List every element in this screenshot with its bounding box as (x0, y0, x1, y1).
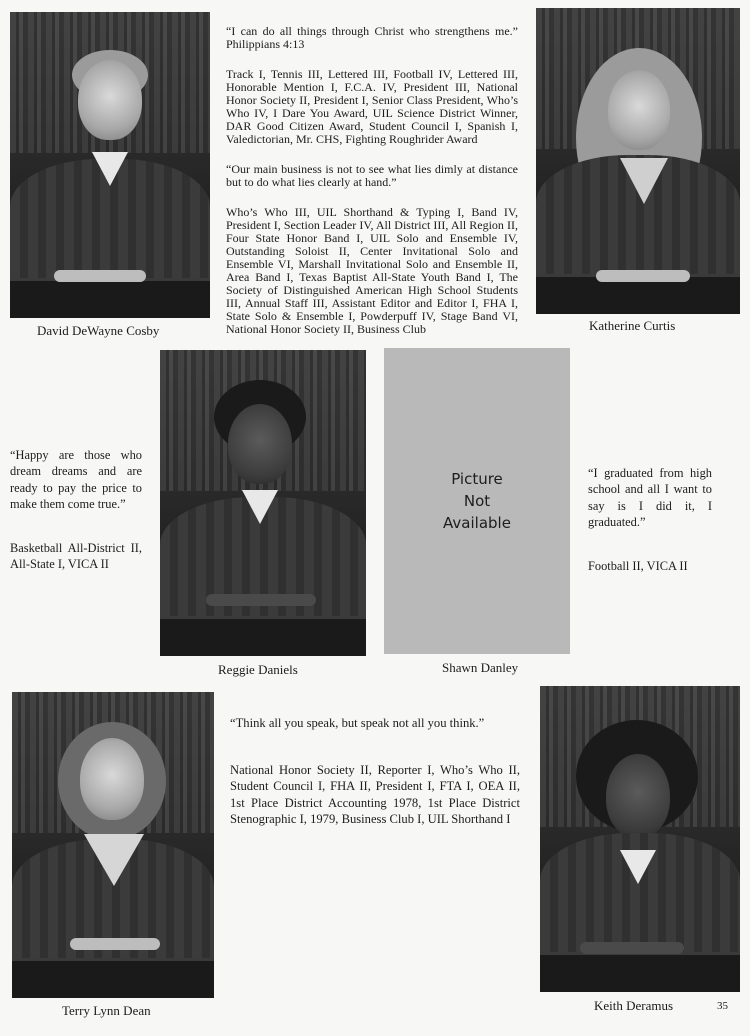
caption-name: Reggie Daniels (218, 662, 298, 677)
activities-text: Football II, VICA II (588, 558, 688, 573)
quote-text: “Our main business is not to see what lies dimly at distance but to do what lies clearly at hand.” (226, 162, 518, 189)
senior-text-column (588, 448, 712, 601)
quote-text: “Happy are those who dream dreams and are ready to pay the price to make them come true.” (10, 447, 142, 512)
activities-text: Basketball All-District II, All-State I, VICA II (10, 540, 142, 572)
activities-text: Who’s Who III, UIL Shorthand & Typing I, Band IV, President I, Section Leader IV, All District III, All Region II, Four State Honor Band I, UIL Solo and Ensemble IV, Outstanding Soloist II, Center Invitational Solo and Ensemble VI, Marshall Invitational Solo and Ensemble II, Area Band I, Texas Baptist All-State Youth Band I, The Society of Distinguished American High School Students III, Annual Staff III, Assistant Editor and Editor I, FHA I, State Solo & Ensemble I, Powderpuff IV, Stage Band VI, National Honor Society II, Business Club (226, 205, 518, 336)
activities-text: National Honor Society II, Reporter I, Who’s Who II, Student Council I, FHA II, President I, FTA I, OEA II, 1st Place District Accounting 1978, 1st Place District Stenographic I, 1979, Business Club I, UIL Shorthand I (230, 762, 520, 826)
photo-keith-deramus (540, 686, 740, 992)
picture-not-available-placeholder (384, 348, 570, 654)
placeholder-text: Available (443, 514, 511, 532)
senior-text-column (10, 430, 142, 599)
photo-katherine-curtis (536, 8, 740, 314)
senior-text-column (226, 12, 518, 353)
quote-text: “I can do all things through Christ who strengthens me.” Philippians 4:13 (226, 24, 518, 51)
senior-text-column (230, 698, 520, 858)
placeholder-text: Not (463, 492, 491, 510)
caption-name: Shawn Danley (442, 660, 519, 675)
photo-david-cosby (10, 12, 210, 318)
photo-reggie-daniels (160, 350, 366, 656)
caption-name: David DeWayne Cosby (37, 323, 160, 338)
activities-text: Track I, Tennis III, Lettered III, Football IV, Lettered III, Honorable Mention I, F.C.A. IV, President III, National Honor Society II, President I, Senior Class President, Who’s Who IV, I Dare You Award, UIL Science District Winner, DAR Good Citizen Award, Student Council I, Spanish I, Valedictorian, Mr. CHS, Fighting Roughrider Award (226, 67, 518, 146)
caption-name: Katherine Curtis (589, 318, 676, 333)
placeholder-text: Picture (451, 470, 503, 488)
quote-text: “I graduated from high school and all I want to say is I did it, I graduated.” (588, 465, 712, 530)
quote-text: “Think all you speak, but speak not all you think.” (230, 715, 485, 730)
caption-name: Keith Deramus (594, 998, 674, 1013)
photo-terry-dean (12, 692, 214, 998)
page-number: 35 (717, 1000, 728, 1012)
caption-name: Terry Lynn Dean (62, 1003, 151, 1018)
